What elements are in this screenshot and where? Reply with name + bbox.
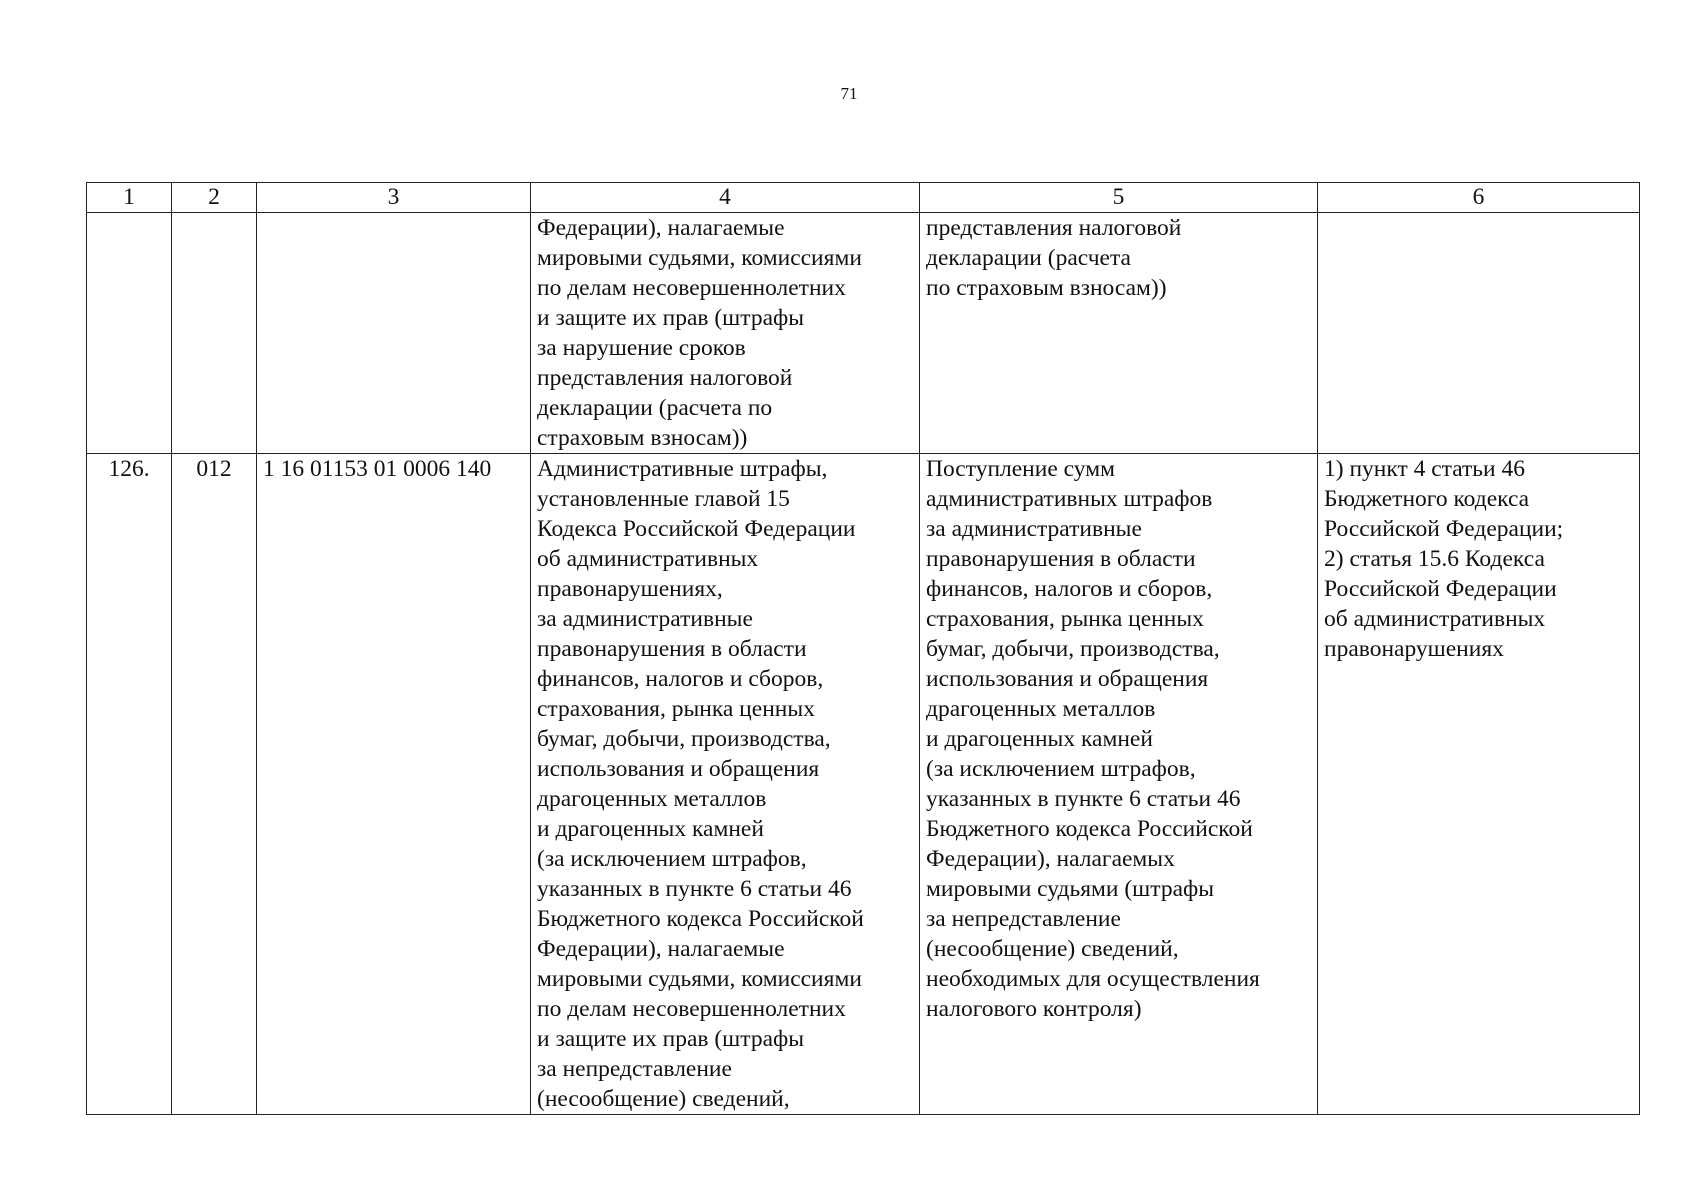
row-legal-basis-text: 1) пункт 4 статьи 46 Бюджетного кодекса Российской Федерации; 2) статья 15.6 Кодекса Российской Федерации об административных правонарушениях — [1324, 456, 1564, 662]
continuation-col-5 — [920, 213, 1318, 454]
continuation-col-3 — [257, 213, 531, 454]
header-col-5: 5 — [920, 183, 1318, 213]
continuation-col-1 — [87, 213, 172, 454]
continuation-col-6 — [1318, 213, 1640, 454]
row-name-cell — [531, 454, 920, 1115]
page-number: 71 — [840, 84, 858, 103]
admin-code: 012 — [172, 454, 257, 1115]
table-row-126 — [87, 454, 1640, 1115]
table-header-row — [87, 183, 1640, 213]
header-col-2: 2 — [172, 183, 257, 213]
header-col-3: 3 — [257, 183, 531, 213]
kbk-code: 1 16 01153 01 0006 140 — [257, 454, 531, 1115]
continuation-col-2 — [172, 213, 257, 454]
header-col-6: 6 — [1318, 183, 1640, 213]
table-row-continuation — [87, 213, 1640, 454]
row-description-cell — [920, 454, 1318, 1115]
continuation-col-4 — [531, 213, 920, 454]
continuation-name-text: Федерации), налагаемые мировыми судьями, комиссиями по делам несовершеннолетних и защите их прав (штрафы за нарушение сроков представления налоговой декларации (расчета по страховым взносам)) — [537, 215, 862, 451]
row-number: 126. — [87, 454, 172, 1115]
header-col-1: 1 — [87, 183, 172, 213]
header-col-4: 4 — [531, 183, 920, 213]
continuation-description-text: представления налоговой декларации (расчета по страховым взносам)) — [926, 215, 1182, 301]
row-name-text: Административные штрафы, установленные главой 15 Кодекса Российской Федерации об административных правонарушениях, за административные правонарушения в области финансов, налогов и сборов, страхования, рынка ценных бумаг, добычи, производства, использования и обращения драгоценных металлов и драгоценных камней (за исключением штрафов, указанных в пункте 6 статьи 46 Бюджетного кодекса Российской Федерации), налагаемые мировыми судьями, комиссиями по делам несовершеннолетних и защите их прав (штрафы за непредставление (несообщение) сведений, — [537, 456, 864, 1112]
row-description-text: Поступление сумм административных штрафов за административные правонарушения в области финансов, налогов и сборов, страхования, рынка ценных бумаг, добычи, производства, использования и обращения драгоценных металлов и драгоценных камней (за исключением штрафов, указанных в пункте 6 статьи 46 Бюджетного кодекса Российской Федерации), налагаемых мировыми судьями (штрафы за непредставление (несообщение) сведений, необходимых для осуществления налогового контроля) — [926, 456, 1260, 1022]
budget-classification-table — [86, 182, 1640, 1115]
row-legal-basis-cell — [1318, 454, 1640, 1115]
